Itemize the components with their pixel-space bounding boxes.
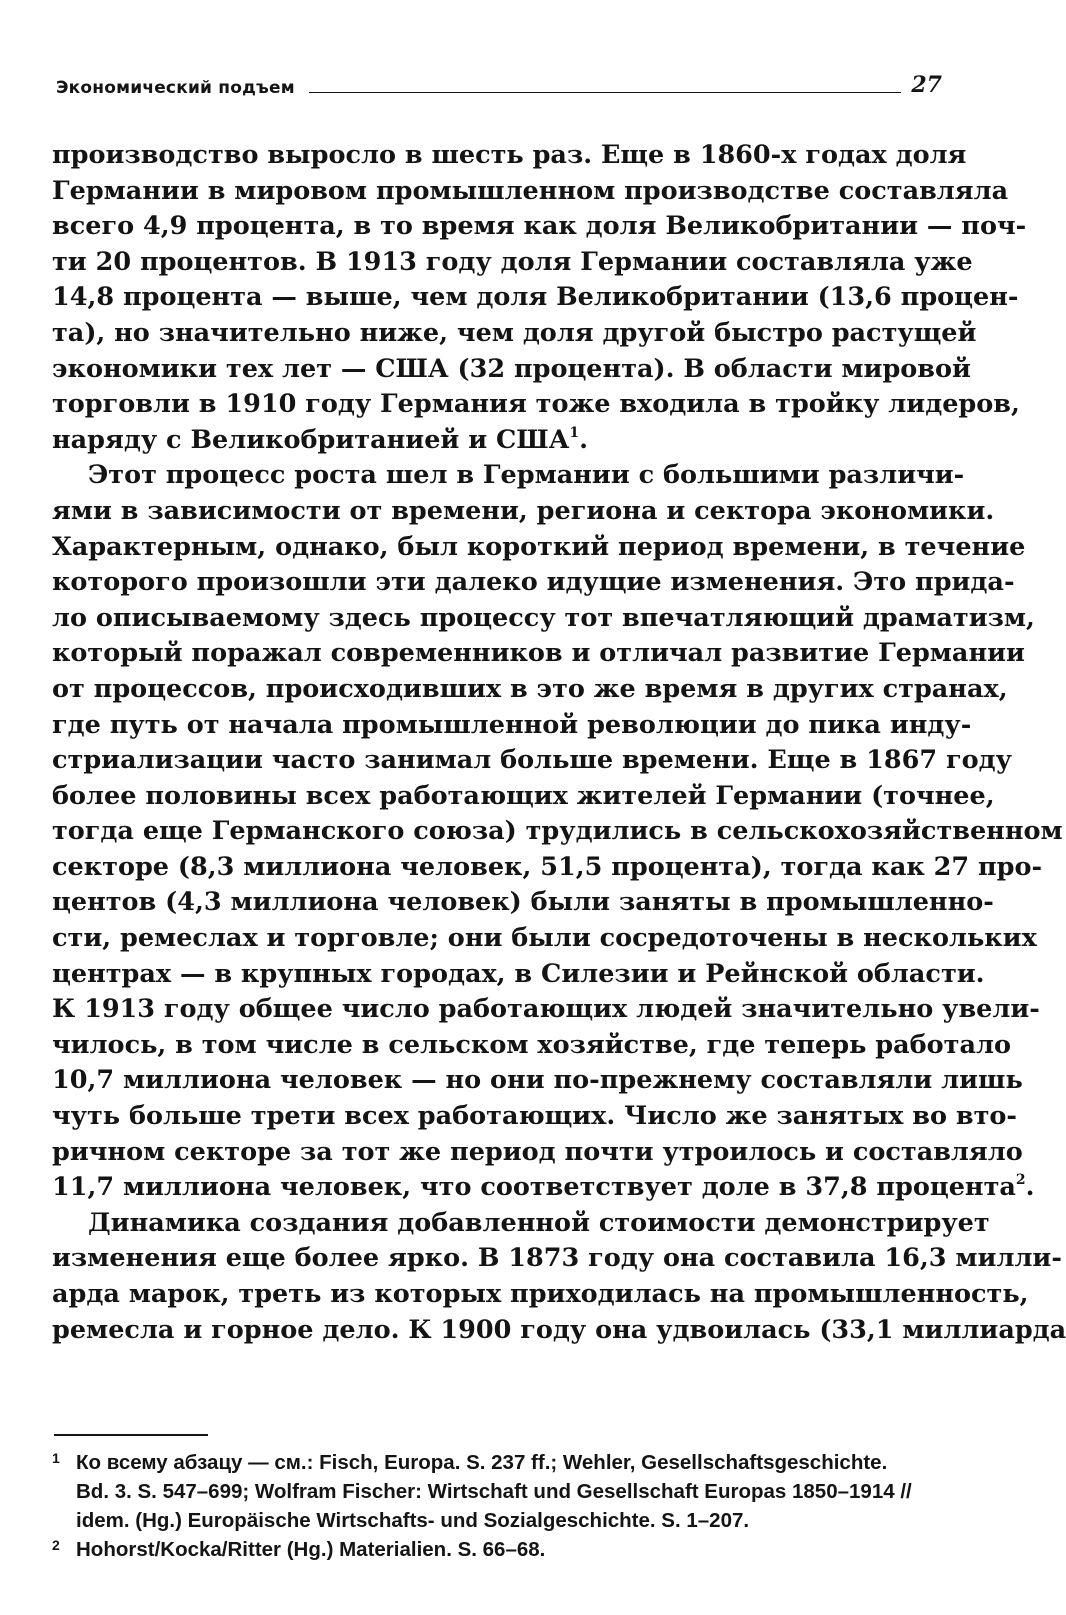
footnote-ref-1[interactable]: 1 [569,424,580,441]
text-line: экономики тех лет — США (32 процента). В области мировой [52,353,971,384]
footnote-separator [54,1434,208,1436]
paragraph-3 [52,1206,1066,1348]
text-line: Этот процесс роста шел в Германии с большими различи- [88,460,965,491]
text-line-last: наряду с Великобританией и США$^1$. [52,424,589,455]
running-title: Экономический подъем [56,78,295,98]
text-line: центрах — в крупных городах, в Силезии и Рейнской области. [52,958,985,989]
body-text [52,138,1066,1348]
footnote-text: Ко всему абзацу — см.: Fisch, Europa. S. 237 ff.; Wehler, Gesellschaftsgeschichte. [76,1451,888,1474]
text-line: тогда еще Германского союза) трудились в сельскохозяйственном [52,816,1063,847]
text-line: сти, ремеслах и торговле; они были сосредоточены в нескольких [52,923,1037,954]
footnote-text: Bd. 3. S. 547–699; Wolfram Fischer: Wirtschaft und Gesellschaft Europas 1850–1914 // [76,1480,912,1503]
text-line: Германии в мировом промышленном производстве составляла [52,175,1009,206]
text-line: где путь от начала промышленной революции до пика инду- [52,709,972,740]
text-line: секторе (8,3 миллиона человек, 51,5 процента), тогда как 27 про- [52,851,1043,882]
text-line: которого произошли эти далеко идущие изменения. Это прида- [52,567,1015,598]
text-line: ричном секторе за тот же период почти утроилось и составляло [52,1136,1023,1167]
text-line: Характерным, однако, был короткий период времени, в течение [52,531,1026,562]
text-line: арда марок, треть из которых приходилась на промышленность, [52,1279,1029,1309]
text-line: центов (4,3 миллиона человек) были заняты в промышленно- [52,887,994,918]
paragraph-2 [52,458,1063,1205]
footnote-text: idem. (Hg.) Europäische Wirtschafts- und Sozialgeschichte. S. 1–207. [76,1509,750,1532]
text-line-content: 11,7 миллиона человек, что соответствует доле в 37,8 процента [52,1172,1016,1203]
text-line: торговли в 1910 году Германия тоже входила в тройку лидеров, [52,389,1020,420]
text-line: который поражал современников и отличал развитие Германии [52,638,1025,669]
text-line: более половины всех работающих жителей Германии (точнее, [52,780,995,811]
text-line: ти 20 процентов. В 1913 году доля Германии составляла уже [52,246,973,277]
footnote-ref-2[interactable]: 2 [1015,1172,1026,1189]
text-line: чуть больше трети всех работающих. Число же занятых во вто- [52,1101,1017,1132]
text-line-content: наряду с Великобританией и США [52,424,570,455]
footnote-1: 1 Ко всему абзацу — см.: Fisch, Europa. S. 237 ff.; Wehler, Gesellschaftsgeschichte. [52,1450,888,1474]
text-line: производство выросло в шесть раз. Еще в 1860-х годах доля [52,140,967,170]
header-rule [309,92,902,93]
footnotes [52,1448,942,1564]
text-line: стриализации часто занимал больше времени. Еще в 1867 году [52,745,1012,776]
text-line: ями в зависимости от времени, региона и сектора экономики. [52,495,995,526]
text-line: ремесла и горное дело. К 1900 году она удвоилась (33,1 миллиарда [52,1314,1066,1345]
text-line: чилось, в том числе в сельском хозяйстве, где теперь работало [52,1029,1011,1060]
text-line: от процессов, происходивших в это же время в других странах, [52,673,1008,704]
text-line: К 1913 году общее число работающих людей значительно увели- [52,994,1040,1025]
text-line: та), но значительно ниже, чем доля другой быстро растущей [52,317,977,348]
text-line: 10,7 миллиона человек — но они по-прежнему составляли лишь [52,1065,1023,1096]
running-header [56,72,942,98]
footnote-text: Hohorst/Kocka/Ritter (Hg.) Materialien. S. 66–68. [76,1538,546,1561]
text-line-last: 11,7 миллиона человек, что соответствует доле в 37,8 процента$^2$. [52,1172,1035,1203]
text-line: ло описываемому здесь процессу тот впечатляющий драматизм, [52,602,1035,633]
text-line: Динамика создания добавленной стоимости демонстрирует [88,1207,990,1238]
footnote-2: 2 Hohorst/Kocka/Ritter (Hg.) Materialien. S. 66–68. [52,1537,546,1561]
text-line: 14,8 процента — выше, чем доля Великобритании (13,6 процен- [52,282,1019,313]
paragraph-1 [52,138,1027,458]
text-line: всего 4,9 процента, в то время как доля Великобритании — поч- [52,211,1027,242]
page-number: 27 [911,72,942,98]
text-line: изменения еще более ярко. В 1873 году она составила 16,3 милли- [52,1243,1062,1274]
